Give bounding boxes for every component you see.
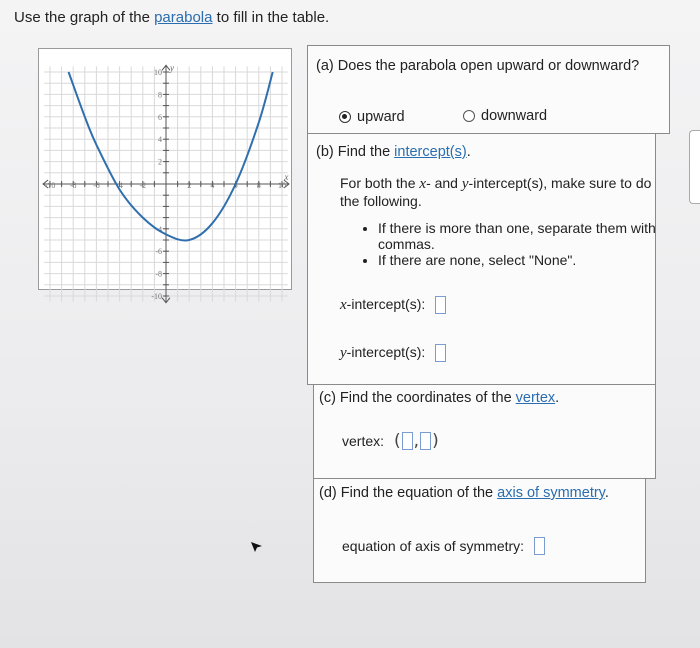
- y-intercept-var: y: [340, 345, 347, 361]
- part-d-cell: [313, 478, 646, 583]
- instruction-text-3: -intercept(s), make sure to do the following.: [340, 175, 652, 209]
- vertex-y-input[interactable]: [420, 432, 431, 450]
- part-c-suffix: .: [555, 390, 560, 406]
- y-axis-label: y: [170, 62, 174, 73]
- y-intercept-input[interactable]: [435, 344, 446, 362]
- radio-upward[interactable]: [339, 109, 405, 125]
- vertex-row: [342, 431, 439, 451]
- x-tick-label: -8: [69, 181, 77, 190]
- vertex-x-input[interactable]: [402, 432, 413, 450]
- parabola-graph: [38, 48, 292, 301]
- bullet-2: • If there are none, select "None".: [378, 252, 678, 268]
- axis-input[interactable]: [534, 537, 545, 555]
- y-tick-label: -4: [155, 224, 162, 234]
- instruction-text-2: - and: [426, 175, 462, 191]
- instruction-y-var: y: [461, 176, 469, 192]
- part-b-cell: [307, 133, 656, 385]
- axis-of-symmetry-link[interactable]: axis of symmetry: [497, 485, 605, 501]
- parabola-link[interactable]: parabola: [154, 9, 213, 26]
- mouse-cursor-icon: [250, 540, 264, 554]
- x-intercept-text: -intercept(s):: [346, 296, 426, 312]
- x-intercept-row: [340, 296, 446, 314]
- radio-downward-label: downward: [481, 108, 548, 124]
- x-tick-label: 4: [210, 181, 215, 190]
- y-tick-label: 6: [158, 112, 162, 122]
- part-c-question: [319, 390, 559, 406]
- instruction-text-1: For both the: [340, 175, 420, 191]
- y-tick-label: -8: [155, 269, 162, 279]
- part-d-suffix: .: [604, 485, 609, 501]
- y-tick-label: 4: [158, 135, 162, 145]
- axis-label: equation of axis of symmetry:: [342, 538, 525, 554]
- y-tick-label: 8: [158, 90, 162, 100]
- intercepts-link[interactable]: intercept(s): [394, 144, 467, 160]
- x-tick-label: 8: [256, 181, 261, 190]
- instruction-x-var: x: [419, 176, 427, 192]
- vertex-coordinate-input[interactable]: ( , ): [394, 431, 439, 451]
- bullet-1: • If there is more than one, separate them with commas.: [378, 220, 678, 252]
- instruction-bullets: [348, 220, 678, 268]
- part-b-instruction: [340, 175, 660, 210]
- answer-table: [307, 45, 670, 585]
- part-c-prefix: (c) Find the coordinates of the: [319, 390, 516, 406]
- radio-upward-label: upward: [357, 109, 405, 125]
- y-intercept-text: -intercept(s):: [346, 344, 426, 360]
- x-tick-label: -4: [116, 181, 123, 190]
- part-c-cell: [313, 384, 656, 479]
- prompt-suffix: to fill in the table.: [212, 9, 330, 26]
- axis-row: [342, 537, 545, 555]
- x-tick-label: 2: [187, 181, 192, 190]
- part-b-prefix: (b) Find the: [316, 144, 395, 160]
- part-a-cell: [307, 45, 670, 134]
- x-tick-label: -2: [139, 181, 147, 190]
- prompt-prefix: Use the graph of the: [14, 9, 155, 26]
- question-prompt: [14, 9, 329, 26]
- part-b-suffix: .: [466, 144, 471, 160]
- vertex-label: vertex:: [342, 433, 385, 449]
- radio-upward-circle[interactable]: [339, 111, 351, 123]
- x-axis-label: x: [284, 172, 289, 182]
- graph-canvas: [39, 49, 291, 301]
- y-tick-label: -10: [151, 292, 162, 301]
- radio-downward-circle[interactable]: [463, 110, 475, 122]
- y-tick-label: 10: [154, 68, 162, 77]
- y-intercept-label: [340, 344, 425, 362]
- x-tick-label: -6: [93, 181, 100, 190]
- y-tick-label: -6: [155, 247, 162, 257]
- part-b-question: [316, 144, 471, 160]
- x-tick-label: 10: [278, 181, 286, 190]
- y-intercept-row: [340, 344, 446, 362]
- part-d-prefix: (d) Find the equation of the: [319, 485, 498, 501]
- x-intercept-input[interactable]: [435, 296, 446, 314]
- x-intercept-label: [340, 296, 425, 314]
- part-a-question: (a) Does the parabola open upward or downward?: [316, 58, 640, 74]
- side-panel-tab[interactable]: [689, 130, 700, 204]
- part-d-question: [319, 485, 609, 501]
- vertex-link[interactable]: vertex: [515, 390, 556, 406]
- y-tick-label: 2: [158, 157, 162, 167]
- x-intercept-var: x: [340, 297, 347, 313]
- x-tick-label: -10: [44, 181, 56, 190]
- radio-downward[interactable]: [463, 108, 547, 124]
- x-tick-label: 6: [233, 181, 238, 190]
- parabola-curve: [69, 72, 273, 240]
